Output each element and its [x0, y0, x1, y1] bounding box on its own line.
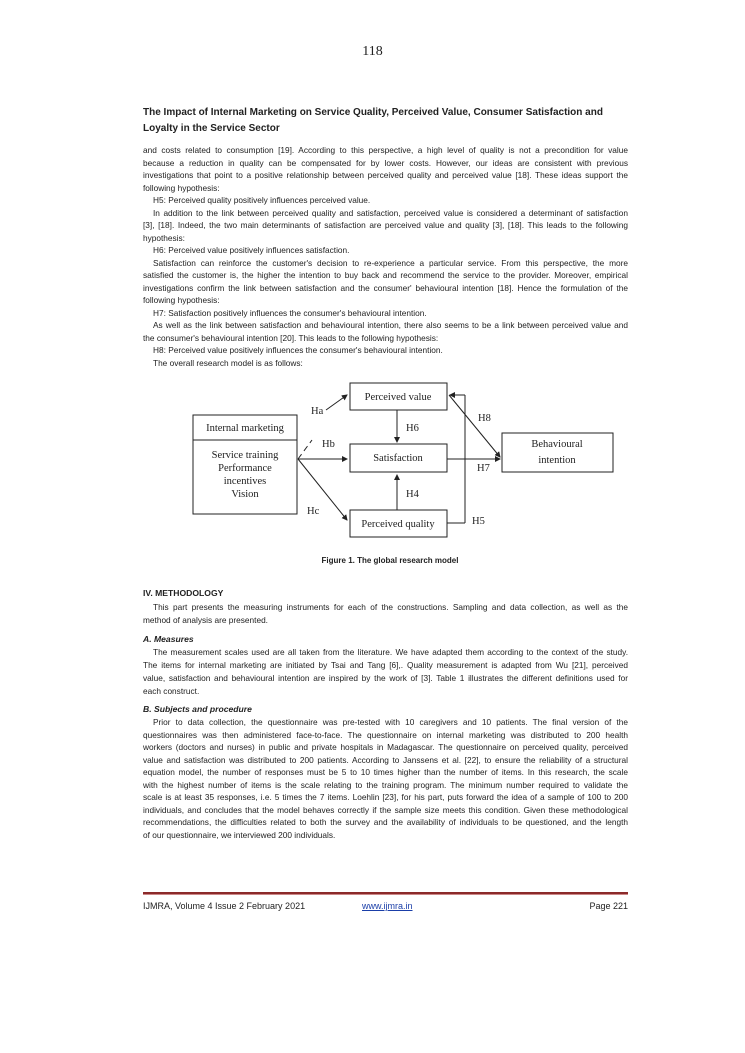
text-line: The items for internal marketing are initiated by Tsai and Tang [6],. Quality measurement is adapted from Wu [21], perceived [143, 660, 628, 670]
subsection-heading: A. Measures [143, 634, 194, 644]
satisfaction-label: Satisfaction [373, 453, 423, 464]
text-line: investigations that point to a positive relationship between perceived quality and perceived value [18]. These ideas support the [143, 170, 628, 180]
running-title: The Impact of Internal Marketing on Service Quality, Perceived Value, Consumer Satisfaction and Loyalty in the Service Sector [143, 107, 603, 134]
behavioural-label: intention [538, 455, 576, 466]
text-line: the consumer's behavioural intention [20]. This leads to the following hypothesis: [143, 332, 439, 343]
text-line: equation model, the number of responses must be 5 to 10 times higher than the number of items. In this research, the scale [143, 767, 628, 777]
text-line: H6: Perceived value positively influences satisfaction. [153, 245, 350, 255]
figure-caption: Figure 1. The global research model [321, 556, 459, 565]
text-line: Satisfaction can reinforce the customer's decision to re-experience a particular service. From this perspective, the more [153, 257, 628, 268]
footer-divider [143, 892, 628, 895]
text-line: In addition to the link between perceived quality and satisfaction, perceived value is considered a determinant of satisfaction [153, 207, 628, 218]
text-line: value, satisfaction and behavioural intention are inspired by the work of [3]. Table 1 illustrates the different definitions used for [143, 673, 628, 683]
perceived-value-label: Perceived value [364, 392, 432, 403]
text-line: because a reduction in quality can be compensated for by lower costs. However, our ideas are consistent with previous [143, 157, 628, 168]
section-heading: IV. METHODOLOGY [143, 588, 224, 598]
text-line: The measurement scales used are all taken from the literature. We have adapted them according to the context of the study. [153, 647, 628, 657]
internal-marketing-label: Internal marketing [206, 423, 284, 434]
text-line: H5: Perceived quality positively influences perceived value. [153, 195, 371, 205]
text-line: method of analysis are presented. [143, 614, 268, 625]
text-line: following hypothesis: [143, 182, 220, 193]
perceived-quality-label: Perceived quality [361, 519, 435, 530]
text-line: investigations confirm the link between satisfaction and the consumer' behavioural intention [18]. Hence the formulation of the [143, 282, 628, 293]
im-item: Vision [231, 489, 259, 500]
page-number: 118 [362, 44, 383, 59]
path-label-h8: H8 [478, 413, 491, 424]
im-item: Performance [218, 463, 272, 474]
text-line: each construct. [143, 686, 200, 696]
path-label-hc: Hc [307, 506, 320, 517]
text-line: H8: Perceived value positively influences the consumer's behavioural intention. [153, 345, 443, 355]
text-line: H7: Satisfaction positively influences the consumer's behavioural intention. [153, 307, 427, 318]
footer-page: Page 221 [589, 901, 628, 911]
text-line: This part presents the measuring instruments for each of the constructions. Sampling and data collection, as well as the [153, 602, 628, 612]
text-line: individuals, and concludes that the model behaves correctly if the sample size meets this condition. Given these methodological [143, 804, 628, 815]
text-line: As well as the link between satisfaction and behavioural intention, there also seems to be a link between perceived value and [153, 320, 628, 330]
text-line: of our questionnaire, we interviewed 200 individuals. [143, 829, 336, 840]
text-line: and costs related to consumption [19]. According to this perspective, a high level of quality is not a precondition for value [143, 145, 628, 155]
text-line: value and satisfaction was distributed to 200 patients. According to Janssens et al. [22], to ensure the reliability of a structural [143, 754, 628, 765]
text-line: The overall research model is as follows: [153, 357, 303, 368]
text-line: recommendations, the difficulties related to both the survey and the availability of individuals to be questioned, and the length [143, 817, 628, 827]
subsection-heading: B. Subjects and procedure [143, 704, 252, 714]
path-label-h6: H6 [406, 423, 419, 434]
path-label-hb: Hb [322, 439, 335, 450]
im-item: Service training [211, 450, 279, 461]
text-line: hypothesis: [143, 232, 185, 243]
path-label-h7: H7 [477, 463, 490, 474]
path-label-h4: H4 [406, 489, 419, 500]
footer-journal: IJMRA, Volume 4 Issue 2 February 2021 [143, 901, 306, 911]
im-item: incentives [223, 476, 267, 487]
text-line: [3], [18]. Indeed, the two main determinants of satisfaction are perceived value and quality [3], [18]. This leads to the following [143, 220, 628, 230]
text-line: with the highest number of items is the scale relating to the training program. The minimum number required to validate the [143, 779, 628, 790]
behavioural-label: Behavioural [531, 439, 583, 450]
path-label-ha: Ha [311, 406, 324, 417]
path-label-h5: H5 [472, 516, 485, 527]
text-line: Prior to data collection, the questionnaire was pre-tested with 10 caregivers and 10 patients. The final version of the [153, 717, 628, 727]
footer-link[interactable]: www.ijmra.in [362, 901, 413, 911]
text-line: questionnaires was then administered face-to-face. The questionnaire on internal marketing was distributed to 200 health [143, 729, 628, 740]
text-line: workers (doctors and nurses) in public and private hospitals in Madagascar. The questionnaire on perceived quality, perceived [143, 742, 628, 752]
text-line: satisfied the customer is, the higher the intention to buy back and recommend the service to the provider. Moreover, empirical [143, 270, 628, 280]
text-line: following hypothesis: [143, 295, 220, 305]
text-line: scale is at least 35 responses, i.e. 5 times the 7 items. Loehlin [23], for his part, puts forward the idea of a sample of 100 to 200 [143, 792, 628, 802]
